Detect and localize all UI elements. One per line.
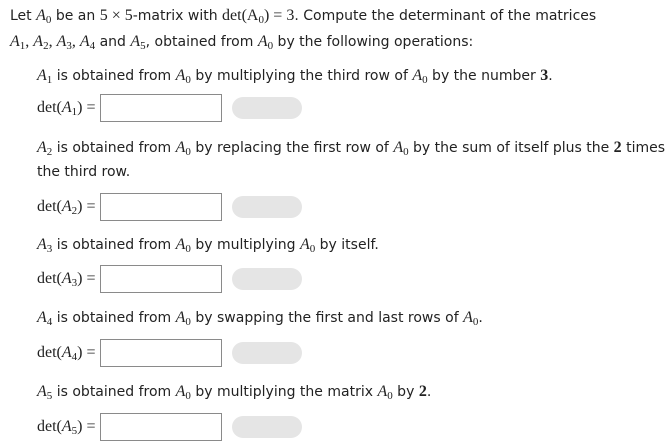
operation-4-text: $A_4$ is obtained from $A_0$ by swapping the first and last rows of $A_0$.	[37, 309, 483, 328]
operation-2-text-line2: the third row.	[37, 164, 131, 180]
det-label-1: $\det(A_1)$ =	[37, 99, 96, 118]
answer-input-1[interactable]	[100, 94, 222, 122]
problem-intro-line2: $A_1$, $A_2$, $A_3$, $A_4$ and $A_5$, obtained from $A_0$ by the following operations:	[10, 33, 474, 52]
problem-intro-line1: Let $A_0$ be an 5 × 5-matrix with $\det(A_0) = 3$. Compute the determinant of the matrices	[10, 7, 597, 26]
answer-input-5[interactable]	[100, 413, 222, 441]
answer-input-4[interactable]	[100, 339, 222, 367]
answer-row-4	[37, 338, 302, 368]
answer-row-3	[37, 264, 302, 294]
operation-2-text-line1: $A_2$ is obtained from $A_0$ by replacing the first row of $A_0$ by the sum of itself plus the 2 times	[37, 139, 665, 158]
operation-1-text: $A_1$ is obtained from $A_0$ by multiplying the third row of $A_0$ by the number 3.	[37, 67, 553, 86]
operation-3-text: $A_3$ is obtained from $A_0$ by multiplying $A_0$ by itself.	[37, 236, 379, 255]
answer-row-2	[37, 192, 302, 222]
feedback-badge-1	[232, 97, 302, 119]
det-label-2: $\det(A_2)$ =	[37, 198, 96, 217]
answer-row-1	[37, 93, 302, 123]
answer-row-5	[37, 412, 302, 442]
det-label-5: $\det(A_5)$ =	[37, 418, 96, 437]
feedback-badge-5	[232, 416, 302, 438]
feedback-badge-2	[232, 196, 302, 218]
feedback-badge-3	[232, 268, 302, 290]
det-label-4: $\det(A_4)$ =	[37, 344, 96, 363]
feedback-badge-4	[232, 342, 302, 364]
det-label-3: $\det(A_3)$ =	[37, 270, 96, 289]
answer-input-2[interactable]	[100, 193, 222, 221]
operation-5-text: $A_5$ is obtained from $A_0$ by multiplying the matrix $A_0$ by 2.	[37, 383, 432, 402]
answer-input-3[interactable]	[100, 265, 222, 293]
